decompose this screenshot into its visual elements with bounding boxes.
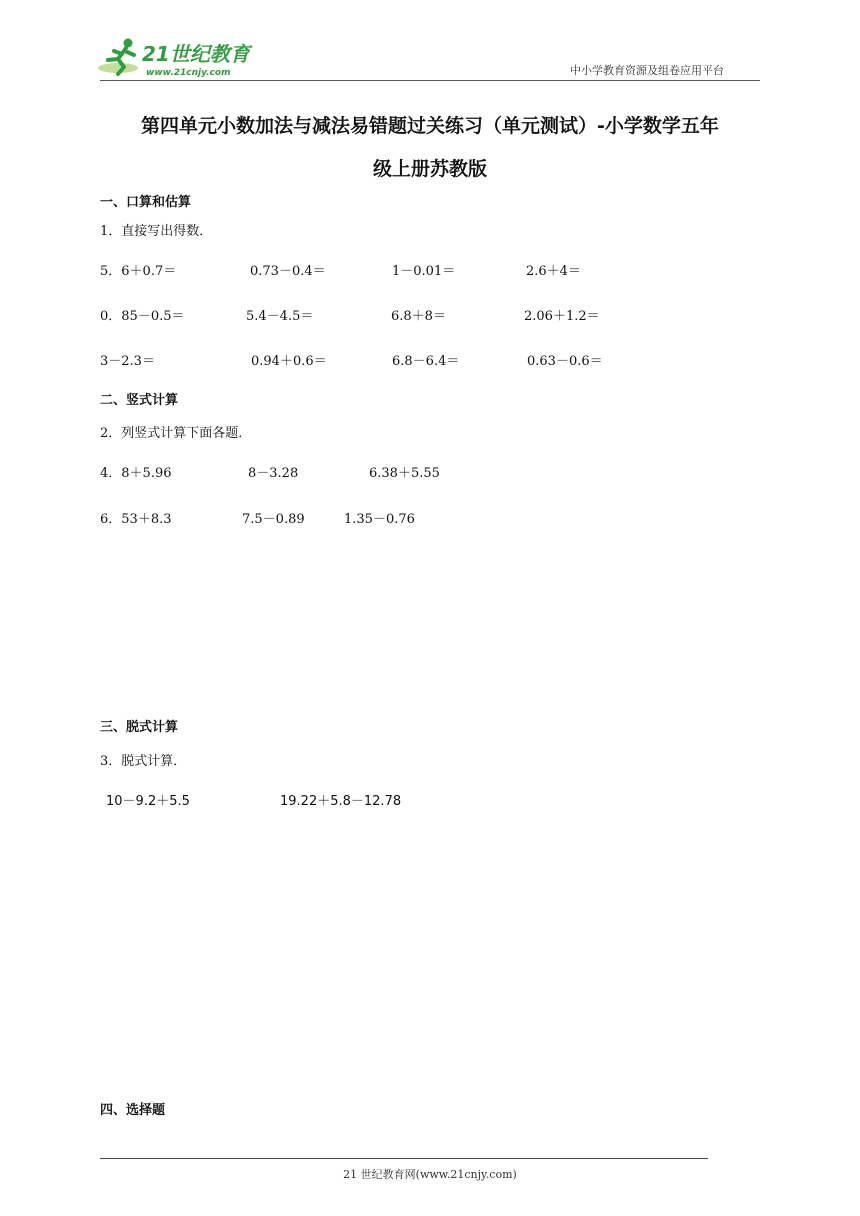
question-2: 2．列竖式计算下面各题．: [100, 426, 252, 441]
question-3: 3．脱式计算．: [100, 754, 187, 769]
section-heading-oral: 一、口算和估算: [100, 195, 192, 210]
problem-item: 2.6＋4＝: [526, 264, 581, 279]
problem-item: 6.8－6.4＝: [392, 354, 460, 369]
problem-item: 7.5－0.89: [242, 512, 305, 527]
problem-item: 10－9.2＋5.5: [106, 794, 190, 809]
problem-item: 5.4－4.5＝: [246, 309, 314, 324]
problem-item: 0．85－0.5＝: [100, 309, 185, 324]
problem-item: 4．8＋5.96: [100, 466, 172, 481]
section-heading-stepwise: 三、脱式计算: [100, 720, 179, 735]
problem-item: 2.06＋1.2＝: [524, 309, 600, 324]
page-title-line-1: 第四单元小数加法与减法易错题过关练习（单元测试）-小学数学五年: [141, 115, 719, 137]
site-logo: [96, 34, 266, 80]
question-1: 1．直接写出得数．: [100, 224, 213, 239]
logo-url: www.21cnjy.com: [146, 68, 231, 78]
problem-item: 19.22＋5.8－12.78: [280, 794, 402, 809]
problem-item: 6.38＋5.55: [369, 466, 440, 481]
problem-item: 8－3.28: [248, 466, 299, 481]
problem-item: 1.35－0.76: [344, 512, 415, 527]
problem-item: 3－2.3＝: [100, 354, 155, 369]
problem-item: 5．6＋0.7＝: [100, 264, 177, 279]
header-tagline: 中小学教育资源及组卷应用平台: [570, 64, 724, 77]
problem-item: 0.63－0.6＝: [527, 354, 603, 369]
header-divider: [100, 80, 760, 81]
problem-item: 6.8＋8＝: [391, 309, 446, 324]
problem-item: 0.73－0.4＝: [250, 264, 326, 279]
problem-item: 0.94＋0.6＝: [251, 354, 327, 369]
logo-wordmark: 21世纪教育: [142, 42, 250, 66]
runner-logo-icon: [96, 34, 266, 80]
section-heading-vertical: 二、竖式计算: [100, 393, 179, 408]
footer-source: 21 世纪教育网(www.21cnjy.com): [343, 1168, 517, 1181]
problem-item: 1－0.01＝: [392, 264, 456, 279]
footer-divider: [100, 1158, 708, 1159]
section-heading-choice: 四、选择题: [100, 1103, 166, 1118]
page-title-line-2: 级上册苏教版: [372, 158, 487, 180]
problem-item: 6．53＋8.3: [100, 512, 172, 527]
